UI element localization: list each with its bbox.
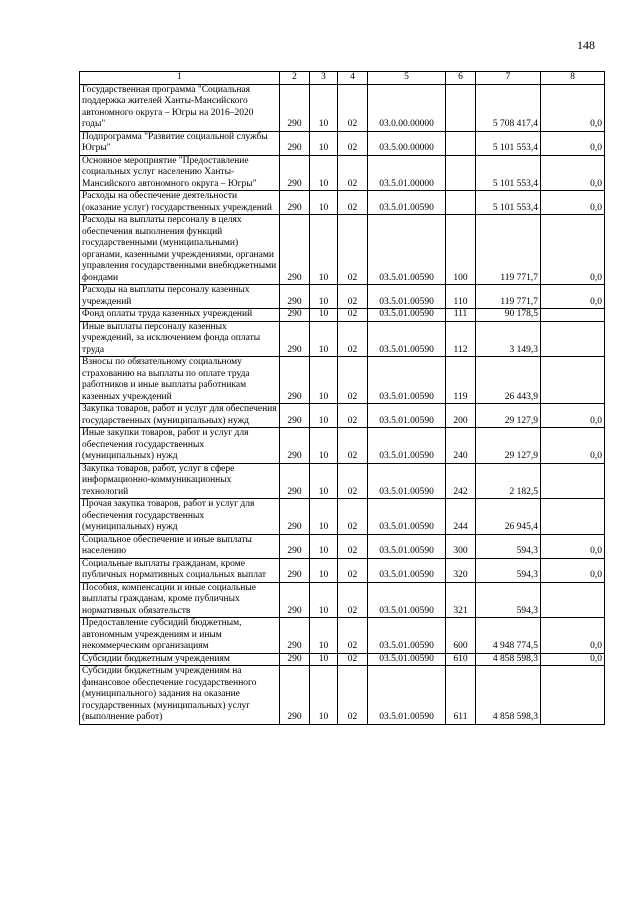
section-cell: 10	[310, 357, 338, 404]
table-row	[80, 321, 605, 357]
amount-cell: 594,3	[476, 582, 541, 618]
target-article-cell: 03.5.01.00590	[368, 618, 446, 654]
extra-amount-cell	[541, 499, 605, 535]
expense-type-cell	[446, 84, 476, 131]
admin-code-cell: 290	[280, 618, 310, 654]
target-article-cell: 03.5.01.00590	[368, 463, 446, 499]
table-row	[80, 309, 605, 322]
subsection-cell: 02	[338, 582, 368, 618]
section-cell: 10	[310, 285, 338, 309]
row-name-cell: Закупка товаров, работ, услуг в сфере информационно-коммуникационных технологий	[80, 463, 280, 499]
section-cell: 10	[310, 428, 338, 464]
amount-cell: 2 182,5	[476, 463, 541, 499]
extra-amount-cell	[541, 309, 605, 322]
subsection-cell: 02	[338, 499, 368, 535]
expense-type-cell: 320	[446, 558, 476, 582]
amount-cell: 4 948 774,5	[476, 618, 541, 654]
amount-cell: 5 708 417,4	[476, 84, 541, 131]
row-name-cell: Пособия, компенсации и иные социальные выплаты гражданам, кроме публичных нормативных обязательств	[80, 582, 280, 618]
budget-table	[79, 71, 605, 725]
section-cell: 10	[310, 499, 338, 535]
amount-cell: 5 101 553,4	[476, 155, 541, 191]
column-header: 7	[476, 72, 541, 85]
row-name-cell: Субсидии бюджетным учреждениям на финансовое обеспечение государственного (муниципального) задания на оказание государственных (муниципальных) услуг (выполнение работ)	[80, 666, 280, 725]
row-name-cell: Иные закупки товаров, работ и услуг для обеспечения государственных (муниципальных) нужд	[80, 428, 280, 464]
target-article-cell: 03.5.01.00590	[368, 499, 446, 535]
subsection-cell: 02	[338, 84, 368, 131]
target-article-cell: 03.0.00.00000	[368, 84, 446, 131]
amount-cell: 5 101 553,4	[476, 191, 541, 215]
amount-cell: 29 127,9	[476, 428, 541, 464]
amount-cell: 4 858 598,3	[476, 653, 541, 666]
row-name-cell: Прочая закупка товаров, работ и услуг для обеспечения государственных (муниципальных) нужд	[80, 499, 280, 535]
table-row	[80, 534, 605, 558]
table-row	[80, 499, 605, 535]
column-header: 6	[446, 72, 476, 85]
table-row	[80, 428, 605, 464]
target-article-cell: 03.5.01.00590	[368, 534, 446, 558]
column-header: 4	[338, 72, 368, 85]
extra-amount-cell: 0,0	[541, 558, 605, 582]
expense-type-cell: 100	[446, 215, 476, 285]
section-cell: 10	[310, 618, 338, 654]
target-article-cell: 03.5.01.00590	[368, 357, 446, 404]
expense-type-cell: 200	[446, 404, 476, 428]
admin-code-cell: 290	[280, 215, 310, 285]
admin-code-cell: 290	[280, 309, 310, 322]
extra-amount-cell: 0,0	[541, 404, 605, 428]
row-name-cell: Взносы по обязательному социальному страхованию на выплаты по оплате труда работников и иные выплаты работникам казенных учреждений	[80, 357, 280, 404]
amount-cell: 26 945,4	[476, 499, 541, 535]
extra-amount-cell: 0,0	[541, 84, 605, 131]
row-name-cell: Фонд оплаты труда казенных учреждений	[80, 309, 280, 322]
admin-code-cell: 290	[280, 534, 310, 558]
section-cell: 10	[310, 321, 338, 357]
admin-code-cell: 290	[280, 285, 310, 309]
admin-code-cell: 290	[280, 84, 310, 131]
target-article-cell: 03.5.01.00590	[368, 215, 446, 285]
expense-type-cell: 110	[446, 285, 476, 309]
subsection-cell: 02	[338, 666, 368, 725]
row-name-cell: Подпрограмма "Развитие социальной службы Югры"	[80, 131, 280, 155]
table-row	[80, 618, 605, 654]
subsection-cell: 02	[338, 653, 368, 666]
section-cell: 10	[310, 309, 338, 322]
table-row	[80, 357, 605, 404]
expense-type-cell: 600	[446, 618, 476, 654]
admin-code-cell: 290	[280, 499, 310, 535]
extra-amount-cell: 0,0	[541, 618, 605, 654]
subsection-cell: 02	[338, 558, 368, 582]
table-row	[80, 215, 605, 285]
row-name-cell: Расходы на выплаты персоналу казенных учреждений	[80, 285, 280, 309]
target-article-cell: 03.5.01.00590	[368, 285, 446, 309]
section-cell: 10	[310, 582, 338, 618]
extra-amount-cell	[541, 582, 605, 618]
subsection-cell: 02	[338, 321, 368, 357]
table-row	[80, 155, 605, 191]
target-article-cell: 03.5.01.00000	[368, 155, 446, 191]
table-row	[80, 131, 605, 155]
extra-amount-cell	[541, 463, 605, 499]
target-article-cell: 03.5.01.00590	[368, 582, 446, 618]
target-article-cell: 03.5.01.00590	[368, 309, 446, 322]
subsection-cell: 02	[338, 618, 368, 654]
section-cell: 10	[310, 463, 338, 499]
extra-amount-cell: 0,0	[541, 428, 605, 464]
admin-code-cell: 290	[280, 155, 310, 191]
admin-code-cell: 290	[280, 191, 310, 215]
target-article-cell: 03.5.01.00590	[368, 653, 446, 666]
section-cell: 10	[310, 215, 338, 285]
amount-cell: 4 858 598,3	[476, 666, 541, 725]
admin-code-cell: 290	[280, 558, 310, 582]
column-header: 8	[541, 72, 605, 85]
section-cell: 10	[310, 653, 338, 666]
admin-code-cell: 290	[280, 428, 310, 464]
table-row	[80, 404, 605, 428]
expense-type-cell: 610	[446, 653, 476, 666]
section-cell: 10	[310, 191, 338, 215]
section-cell: 10	[310, 534, 338, 558]
target-article-cell: 03.5.01.00590	[368, 558, 446, 582]
row-name-cell: Социальные выплаты гражданам, кроме публичных нормативных социальных выплат	[80, 558, 280, 582]
admin-code-cell: 290	[280, 463, 310, 499]
subsection-cell: 02	[338, 191, 368, 215]
table-row	[80, 558, 605, 582]
extra-amount-cell: 0,0	[541, 155, 605, 191]
target-article-cell: 03.5.01.00590	[368, 404, 446, 428]
column-header: 5	[368, 72, 446, 85]
row-name-cell: Закупка товаров, работ и услуг для обеспечения государственных (муниципальных) нужд	[80, 404, 280, 428]
admin-code-cell: 290	[280, 666, 310, 725]
row-name-cell: Государственная программа "Социальная поддержка жителей Ханты-Мансийского автономного округа – Югры на 2016–2020 годы"	[80, 84, 280, 131]
expense-type-cell: 611	[446, 666, 476, 725]
section-cell: 10	[310, 666, 338, 725]
subsection-cell: 02	[338, 309, 368, 322]
column-header: 2	[280, 72, 310, 85]
amount-cell: 5 101 553,4	[476, 131, 541, 155]
extra-amount-cell	[541, 321, 605, 357]
page-number: 148	[577, 38, 595, 52]
section-cell: 10	[310, 558, 338, 582]
subsection-cell: 02	[338, 428, 368, 464]
admin-code-cell: 290	[280, 653, 310, 666]
amount-cell: 594,3	[476, 534, 541, 558]
table-row	[80, 191, 605, 215]
table-row	[80, 666, 605, 725]
expense-type-cell	[446, 191, 476, 215]
amount-cell: 29 127,9	[476, 404, 541, 428]
subsection-cell: 02	[338, 285, 368, 309]
expense-type-cell: 111	[446, 309, 476, 322]
expense-type-cell: 119	[446, 357, 476, 404]
section-cell: 10	[310, 131, 338, 155]
expense-type-cell: 321	[446, 582, 476, 618]
subsection-cell: 02	[338, 357, 368, 404]
expense-type-cell: 112	[446, 321, 476, 357]
section-cell: 10	[310, 84, 338, 131]
table-row	[80, 84, 605, 131]
subsection-cell: 02	[338, 155, 368, 191]
extra-amount-cell: 0,0	[541, 215, 605, 285]
subsection-cell: 02	[338, 215, 368, 285]
target-article-cell: 03.5.01.00590	[368, 428, 446, 464]
admin-code-cell: 290	[280, 321, 310, 357]
target-article-cell: 03.5.00.00000	[368, 131, 446, 155]
extra-amount-cell: 0,0	[541, 131, 605, 155]
table-row	[80, 582, 605, 618]
row-name-cell: Расходы на обеспечение деятельности (оказание услуг) государственных учреждений	[80, 191, 280, 215]
row-name-cell: Предоставление субсидий бюджетным, автономным учреждениям и иным некоммерческим организациям	[80, 618, 280, 654]
subsection-cell: 02	[338, 463, 368, 499]
table-row	[80, 285, 605, 309]
extra-amount-cell: 0,0	[541, 653, 605, 666]
expense-type-cell: 244	[446, 499, 476, 535]
row-name-cell: Социальное обеспечение и иные выплаты населению	[80, 534, 280, 558]
target-article-cell: 03.5.01.00590	[368, 321, 446, 357]
subsection-cell: 02	[338, 131, 368, 155]
admin-code-cell: 290	[280, 131, 310, 155]
section-cell: 10	[310, 155, 338, 191]
expense-type-cell: 242	[446, 463, 476, 499]
row-name-cell: Иные выплаты персоналу казенных учреждений, за исключением фонда оплаты труда	[80, 321, 280, 357]
row-name-cell: Субсидии бюджетным учреждениям	[80, 653, 280, 666]
target-article-cell: 03.5.01.00590	[368, 666, 446, 725]
section-cell: 10	[310, 404, 338, 428]
extra-amount-cell: 0,0	[541, 534, 605, 558]
extra-amount-cell: 0,0	[541, 191, 605, 215]
expense-type-cell: 240	[446, 428, 476, 464]
expense-type-cell	[446, 155, 476, 191]
amount-cell: 119 771,7	[476, 215, 541, 285]
table-row	[80, 463, 605, 499]
expense-type-cell: 300	[446, 534, 476, 558]
subsection-cell: 02	[338, 404, 368, 428]
amount-cell: 3 149,3	[476, 321, 541, 357]
amount-cell: 594,3	[476, 558, 541, 582]
column-header: 1	[80, 72, 280, 85]
amount-cell: 119 771,7	[476, 285, 541, 309]
amount-cell: 90 178,5	[476, 309, 541, 322]
admin-code-cell: 290	[280, 404, 310, 428]
table-header-row	[80, 72, 605, 85]
target-article-cell: 03.5.01.00590	[368, 191, 446, 215]
admin-code-cell: 290	[280, 582, 310, 618]
subsection-cell: 02	[338, 534, 368, 558]
row-name-cell: Основное мероприятие "Предоставление социальных услуг населению Ханты-Мансийского автономного округа – Югры"	[80, 155, 280, 191]
admin-code-cell: 290	[280, 357, 310, 404]
expense-type-cell	[446, 131, 476, 155]
extra-amount-cell	[541, 666, 605, 725]
column-header: 3	[310, 72, 338, 85]
table-row	[80, 653, 605, 666]
extra-amount-cell	[541, 357, 605, 404]
amount-cell: 26 443,9	[476, 357, 541, 404]
row-name-cell: Расходы на выплаты персоналу в целях обеспечения выполнения функций государственными (муниципальными) органами, казенными учреждениями, органами управления государственными внебюджетными фондами	[80, 215, 280, 285]
extra-amount-cell: 0,0	[541, 285, 605, 309]
